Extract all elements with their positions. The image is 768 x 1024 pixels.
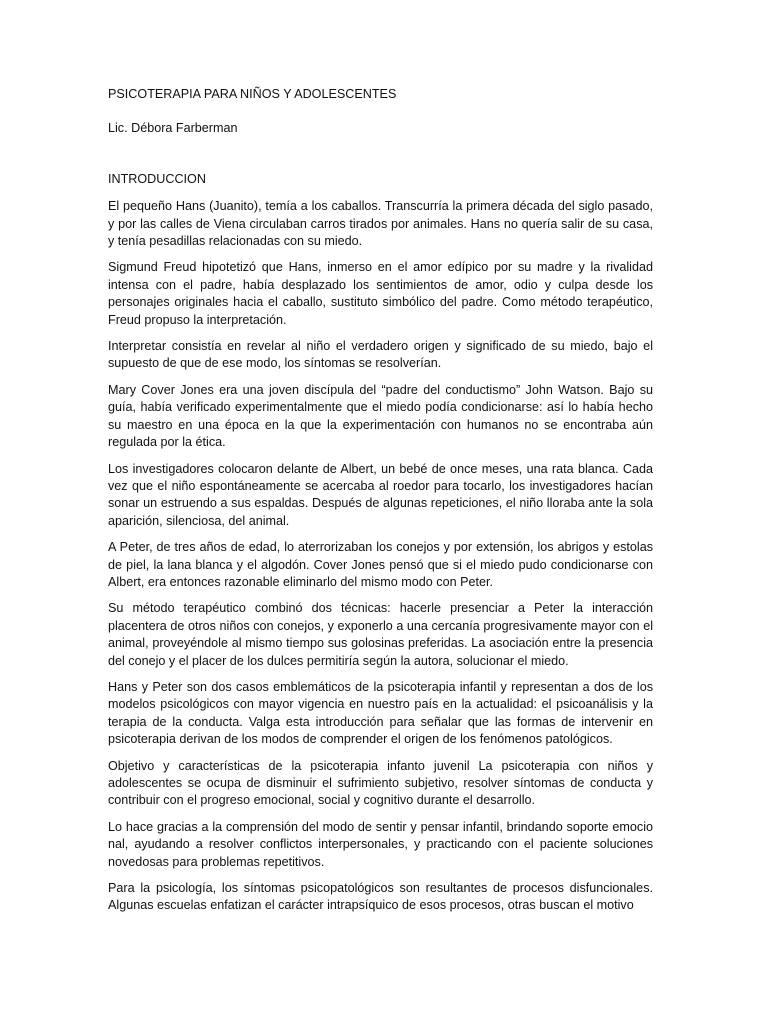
paragraph-interpretation: Interpretar consistía en revelar al niño el verdadero origen y significado de su miedo, bajo el supuesto de que de ese modo, los síntomas se resolverían. (108, 339, 653, 371)
paragraph-mary-cover-jones: Mary Cover Jones era una joven discípula del “padre del conductismo” John Watson. Bajo su guía, había verificado experimentalmente que el miedo podía condicionarse: así lo había hecho su maestro en una época en la que la experimentación con humanos no se encontraba aún regulada por la ética. (108, 382, 653, 450)
document-title: PSICOTERAPIA PARA NIÑOS Y ADOLESCENTES (108, 87, 397, 101)
paragraph-psychopathology: Para la psicología, los síntomas psicopatológicos son resultantes de procesos disfuncionales. Algunas escuelas enfatizan el carácter intrapsíquico de esos procesos, otras buscan el motivo (108, 881, 653, 913)
paragraph-objectives: Objetivo y características de la psicoterapia infanto juvenil La psicoterapia con niños y adolescentes se ocupa de disminuir el sufrimiento subjetivo, resolver síntomas de conducta y contribuir con el progreso emocional, social y cognitivo durante el desarrollo. (108, 758, 653, 808)
paragraph-emblematic-cases: Hans y Peter son dos casos emblemáticos de la psicoterapia infantil y representan a dos de los modelos psicológicos con mayor vigencia en nuestro país en la actualidad: el psicoanálisis y la terapia de la conducta. Valga esta introducción para señalar que las formas de intervenir en psicoterapia derivan de los modos de comprender el origen de los fenómenos patológicos. (108, 679, 653, 747)
document-body (108, 86, 653, 924)
paragraph-albert-experiment: Los investigadores colocaron delante de Albert, un bebé de once meses, una rata blanca. Cada vez que el niño espontáneamente se acercaba al roedor para tocarlo, los investigadores hacían sonar un estruendo a sus espaldas. Después de algunas repeticiones, el niño lloraba ante la sola aparición, silenciosa, del animal. (108, 461, 653, 528)
paragraph-hans-intro: El pequeño Hans (Juanito), temía a los caballos. Transcurría la primera década del siglo pasado, y por las calles de Viena circulaban carros tirados por animales. Hans no quería salir de su casa, y tenía pesadillas relacionadas con su miedo. (108, 199, 653, 249)
paragraph-peter-case: A Peter, de tres años de edad, lo aterrorizaban los conejos y por extensión, los abrigos y estolas de piel, la lana blanca y el algodón. Cover Jones pensó que si el miedo pudo condicionarse con Albert, era entonces razonable eliminarlo del mismo modo con Peter. (108, 540, 653, 589)
paragraph-freud-hypothesis: Sigmund Freud hipotetizó que Hans, inmerso en el amor edípico por su madre y la rivalidad intensa con el padre, había desplazado los sentimientos de amor, odio y culpa desde los personajes originales hacia el caballo, sustituto simbólico del padre. Como método terapéutico, Freud propuso la interpretación. (108, 260, 653, 327)
paragraph-therapeutic-method: Su método terapéutico combinó dos técnicas: hacerle presenciar a Peter la interacción placentera de otros niños con conejos, y exponerlo a una cercanía progresivamente mayor con el animal, proveyéndole al mismo tiempo sus golosinas preferidas. La asociación entre la presencia del conejo y el placer de los dulces permitiría según la autora, solucionar el miedo. (108, 601, 653, 668)
paragraph-methods: Lo hace gracias a la comprensión del modo de sentir y pensar infantil, brindando soporte emocio nal, ayudando a resolver conflictos interpersonales, y practicando con el paciente soluciones novedosas para problemas repetitivos. (108, 819, 653, 869)
document-author: Lic. Débora Farberman (108, 121, 238, 136)
section-heading: INTRODUCCION (108, 171, 206, 186)
